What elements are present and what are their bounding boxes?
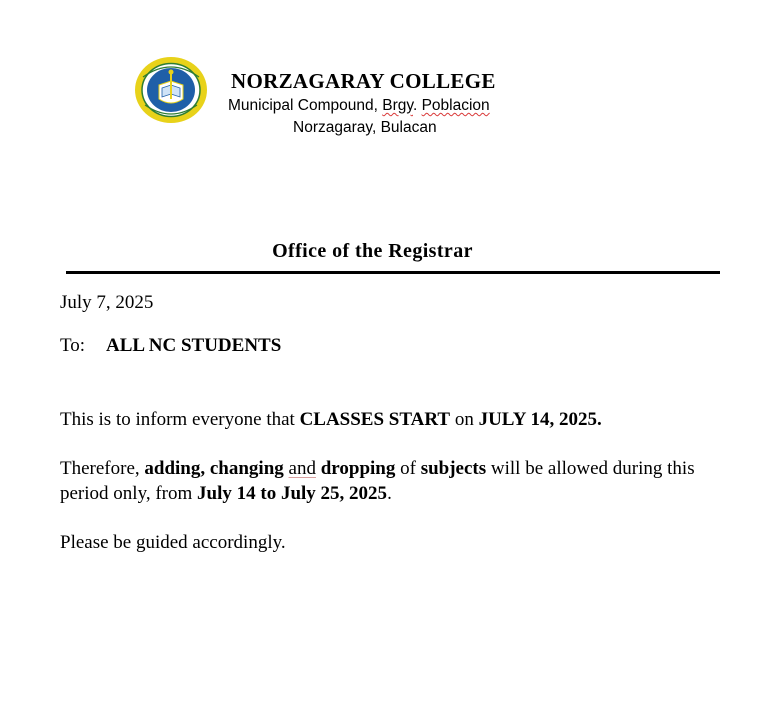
header-divider: [66, 271, 720, 274]
address-line-2: Norzagaray, Bulacan: [293, 119, 437, 136]
college-seal-icon: [133, 55, 209, 125]
text: .: [387, 483, 392, 504]
text: and: [288, 458, 316, 479]
memo-recipient: [60, 335, 281, 357]
address-line-1: [228, 97, 490, 115]
bold-text: adding, changing: [144, 458, 284, 479]
college-logo: [133, 55, 209, 125]
bold-text: July 14 to July 25, 2025: [197, 483, 388, 504]
to-value: ALL NC STUDENTS: [106, 335, 282, 356]
address-text: Municipal Compound,: [228, 97, 383, 114]
address-text: .: [412, 97, 422, 114]
paragraph-classes-start: [60, 407, 720, 432]
text: This is to inform everyone that: [60, 409, 300, 430]
paragraph-adding-dropping: [60, 456, 720, 506]
text: of: [395, 458, 421, 479]
bold-text: subjects: [420, 458, 487, 479]
office-title: Office of the Registrar: [272, 240, 473, 262]
bold-text: CLASSES START: [299, 409, 451, 430]
address-poblacion: Poblacion: [421, 97, 490, 114]
to-label: To:: [60, 335, 86, 356]
memo-date: July 7, 2025: [60, 292, 154, 313]
text: will be allowed during this period only, from: [60, 458, 695, 504]
text: Therefore,: [60, 458, 145, 479]
bold-text: dropping: [320, 458, 396, 479]
address-brgy: Brgy: [382, 97, 413, 114]
bold-text: JULY 14, 2025.: [478, 409, 602, 430]
text: on: [450, 409, 479, 430]
paragraph-closing: Please be guided accordingly.: [60, 532, 286, 553]
college-name: NORZAGARAY COLLEGE: [231, 69, 496, 93]
